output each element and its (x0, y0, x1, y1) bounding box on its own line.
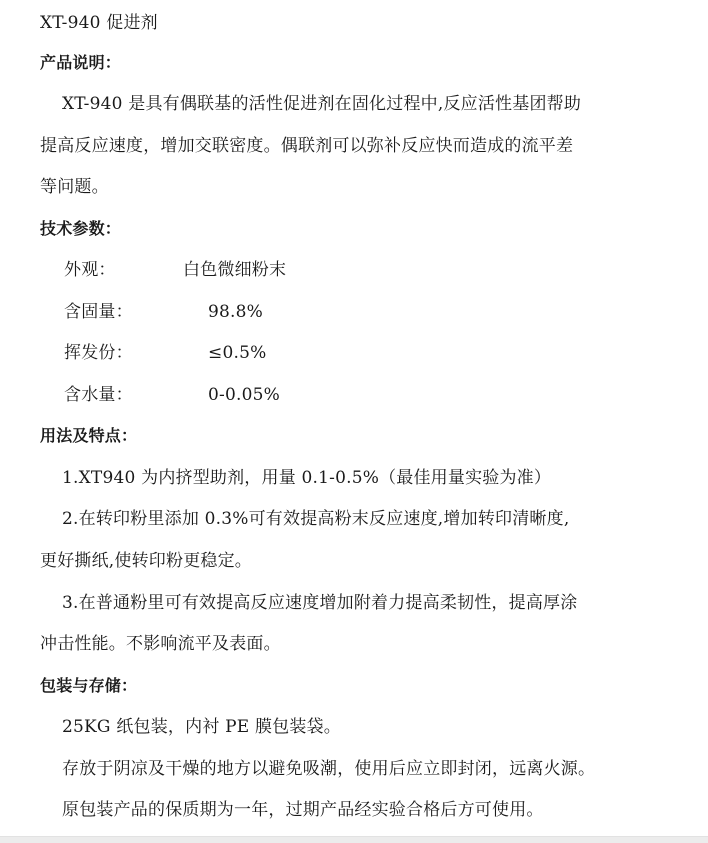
description-line: 提高反应速度，增加交联密度。偶联剂可以弥补反应快而造成的流平差 (40, 136, 574, 156)
packaging-line: 存放于阴凉及干燥的地方以避免吸潮，使用后应立即封闭，远离火源。 (62, 759, 596, 779)
param-value-water-content: 0-0.05% (208, 385, 280, 405)
param-value-volatile: ≤0.5% (208, 343, 267, 363)
param-value-solid-content: 98.8% (208, 302, 264, 322)
section-heading-description: 产品说明： (40, 53, 122, 72)
document-title: XT-940 促进剂 (40, 13, 158, 33)
param-label-solid-content: 含固量： (64, 302, 133, 322)
param-label-volatile: 挥发份： (64, 343, 133, 363)
section-heading-packaging: 包装与存储： (40, 676, 138, 695)
description-line: 等问题。 (40, 177, 109, 197)
section-heading-usage: 用法及特点： (40, 426, 138, 445)
section-heading-specs: 技术参数： (40, 219, 122, 238)
param-label-water-content: 含水量： (64, 385, 133, 405)
usage-line: 更好撕纸,使转印粉更稳定。 (40, 551, 253, 571)
usage-line: 冲击性能。不影响流平及表面。 (40, 634, 281, 654)
usage-line: 2.在转印粉里添加 0.3%可有效提高粉末反应速度,增加转印清晰度, (62, 509, 570, 529)
page-bottom-edge (0, 836, 708, 843)
usage-line: 3.在普通粉里可有效提高反应速度增加附着力提高柔韧性，提高厚涂 (62, 593, 578, 613)
packaging-line: 原包装产品的保质期为一年，过期产品经实验合格后方可使用。 (62, 800, 544, 820)
description-line: XT-940 是具有偶联基的活性促进剂在固化过程中,反应活性基团帮助 (62, 94, 582, 114)
param-label-appearance: 外观： (64, 260, 116, 280)
packaging-line: 25KG 纸包装，内衬 PE 膜包装袋。 (62, 717, 341, 737)
usage-line: 1.XT940 为内挤型助剂，用量 0.1-0.5%（最佳用量实验为准） (62, 468, 552, 488)
param-value-appearance: 白色微细粉末 (183, 260, 287, 280)
